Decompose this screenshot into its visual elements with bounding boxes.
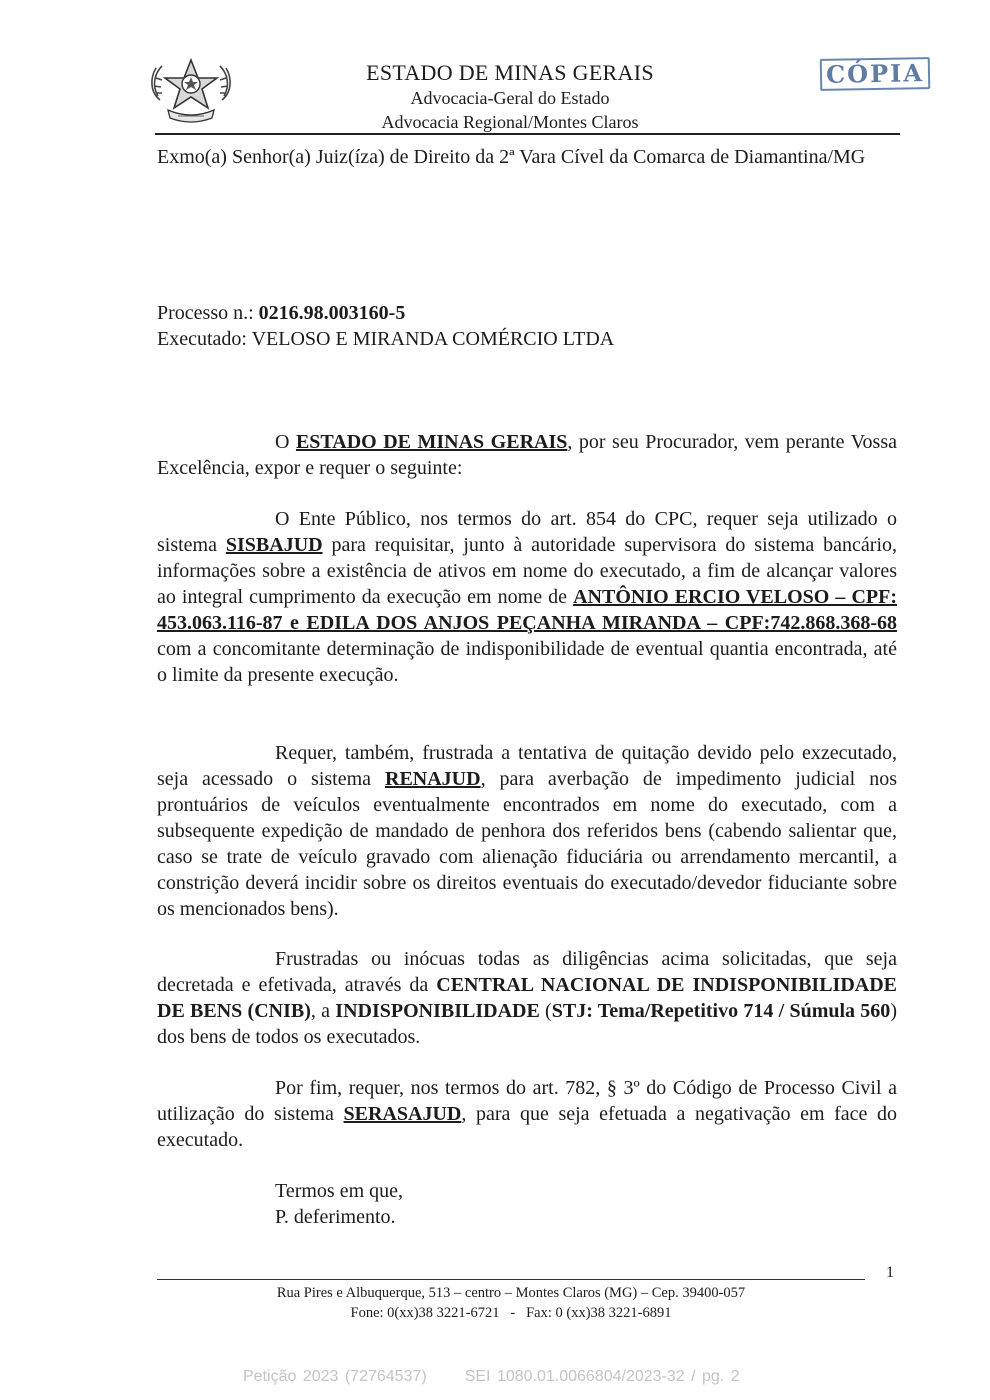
closing-line-2: P. deferimento. <box>275 1206 396 1228</box>
p3-renajud: RENAJUD <box>385 768 481 790</box>
p1-entity: ESTADO DE MINAS GERAIS <box>295 431 568 453</box>
p3-text-c: , para averbação de impedimento judicial nos prontuários de veículos eventualmente encontrados em nome do executado, com a subsequente expedição de mandado de penhora dos referidos bens (cabendo salientar que, caso se trate de veículo gravado com alienação fiduciária ou arrendamento mercantil, a constrição deverá incidir sobre os direitos eventuais do executado/devedor fiduciante sobre os mencionados bens). <box>157 768 897 920</box>
sei-watermark <box>243 1368 740 1386</box>
executado-label: Executado: <box>157 328 247 350</box>
process-label: Processo n.: <box>157 302 254 324</box>
paragraph-intro <box>157 429 897 481</box>
p5-serasajud: SERASAJUD <box>343 1103 462 1125</box>
process-number-line <box>157 300 897 326</box>
sei-ref: SEI 1080.01.0066804/2023-32 / pg. 2 <box>464 1368 740 1385</box>
process-number: 0216.98.003160-5 <box>258 302 406 324</box>
p4-indisponibilidade: INDISPONIBILIDADE <box>335 1000 540 1022</box>
p3-text-a: Requer, também, frustrada a tentativa de quitação devido pelo exzecutado, seja acessado o sistema <box>157 742 897 790</box>
executado-line <box>157 326 897 352</box>
footer <box>157 1283 865 1323</box>
p1-text-c: , por seu Procurador, vem perante Vossa Excelência, expor e requer o seguinte: <box>157 431 897 479</box>
letterhead-org: Advocacia-Geral do Estado <box>410 88 610 108</box>
p2-debtors: ANTÔNIO ERCIO VELOSO – CPF: 453.063.116-87 e EDILA DOS ANJOS PEÇANHA MIRANDA – CPF:742.868.368-68 <box>157 586 898 634</box>
p4-stj: STJ: Tema/Repetitivo 714 / Súmula 560 <box>551 1000 891 1022</box>
letterhead-state: ESTADO DE MINAS GERAIS <box>366 60 654 85</box>
page-number: 1 <box>886 1264 894 1281</box>
sei-doc: Petição 2023 (72764537) <box>243 1368 427 1385</box>
p5-text-a: Por fim, requer, nos termos do art. 782, § 3º do Código de Processo Civil a utilização do sistema <box>157 1077 897 1125</box>
footer-address: Rua Pires e Albuquerque, 513 – centro – Montes Claros (MG) – Cep. 39400-057 <box>276 1285 746 1301</box>
copy-stamp: CÓPIA <box>820 57 931 91</box>
paragraph-cnib <box>157 946 897 1050</box>
p4-cnib: CENTRAL NACIONAL DE INDISPONIBILIDADE DE BENS (CNIB) <box>157 974 897 1022</box>
letterhead <box>330 60 690 134</box>
p2-sisbajud: SISBAJUD <box>225 534 323 556</box>
executado-name: VELOSO E MIRANDA COMÉRCIO LTDA <box>251 328 615 350</box>
closing-line-1: Termos em que, <box>275 1180 404 1202</box>
p4-text-e: ( <box>539 1000 552 1022</box>
p2-text-a: O Ente Público, nos termos do art. 854 do CPC, requer seja utilizado o sistema <box>157 508 897 556</box>
p4-text-g: ) dos bens de todos os executados. <box>157 1000 897 1048</box>
p1-text-a: O <box>275 431 296 453</box>
paragraph-sisbajud <box>157 506 897 688</box>
p5-text-c: , para que seja efetuada a negativação em face do executado. <box>157 1103 897 1151</box>
footer-phones: Fone: 0(xx)38 3221-6721 - Fax: 0 (xx)38 3221-6891 <box>350 1305 672 1321</box>
p2-text-c: para requisitar, junto à autoridade supervisora do sistema bancário, informações sobre a existência de ativos em nome do executado, a fim de alcançar valores ao integral cumprimento da execução em nome de <box>157 534 897 608</box>
letterhead-regional: Advocacia Regional/Montes Claros <box>381 112 639 132</box>
addressee: Exmo(a) Senhor(a) Juiz(íza) de Direito da 2ª Vara Cível da Comarca de Diamantina/MG <box>157 146 866 168</box>
footer-divider <box>157 1279 865 1280</box>
p4-text-c: , a <box>310 1000 336 1022</box>
paragraph-renajud <box>157 740 897 922</box>
closing <box>275 1178 403 1230</box>
process-info <box>157 300 897 352</box>
header-divider <box>155 133 900 135</box>
paragraph-serasajud <box>157 1075 897 1153</box>
p4-text-a: Frustradas ou inócuas todas as diligências acima solicitadas, que seja decretada e efetivada, através da <box>157 948 897 996</box>
coat-of-arms-icon <box>148 56 234 130</box>
p2-text-e: com a concomitante determinação de indisponibilidade de eventual quantia encontrada, até o limite da presente execução. <box>157 638 897 686</box>
